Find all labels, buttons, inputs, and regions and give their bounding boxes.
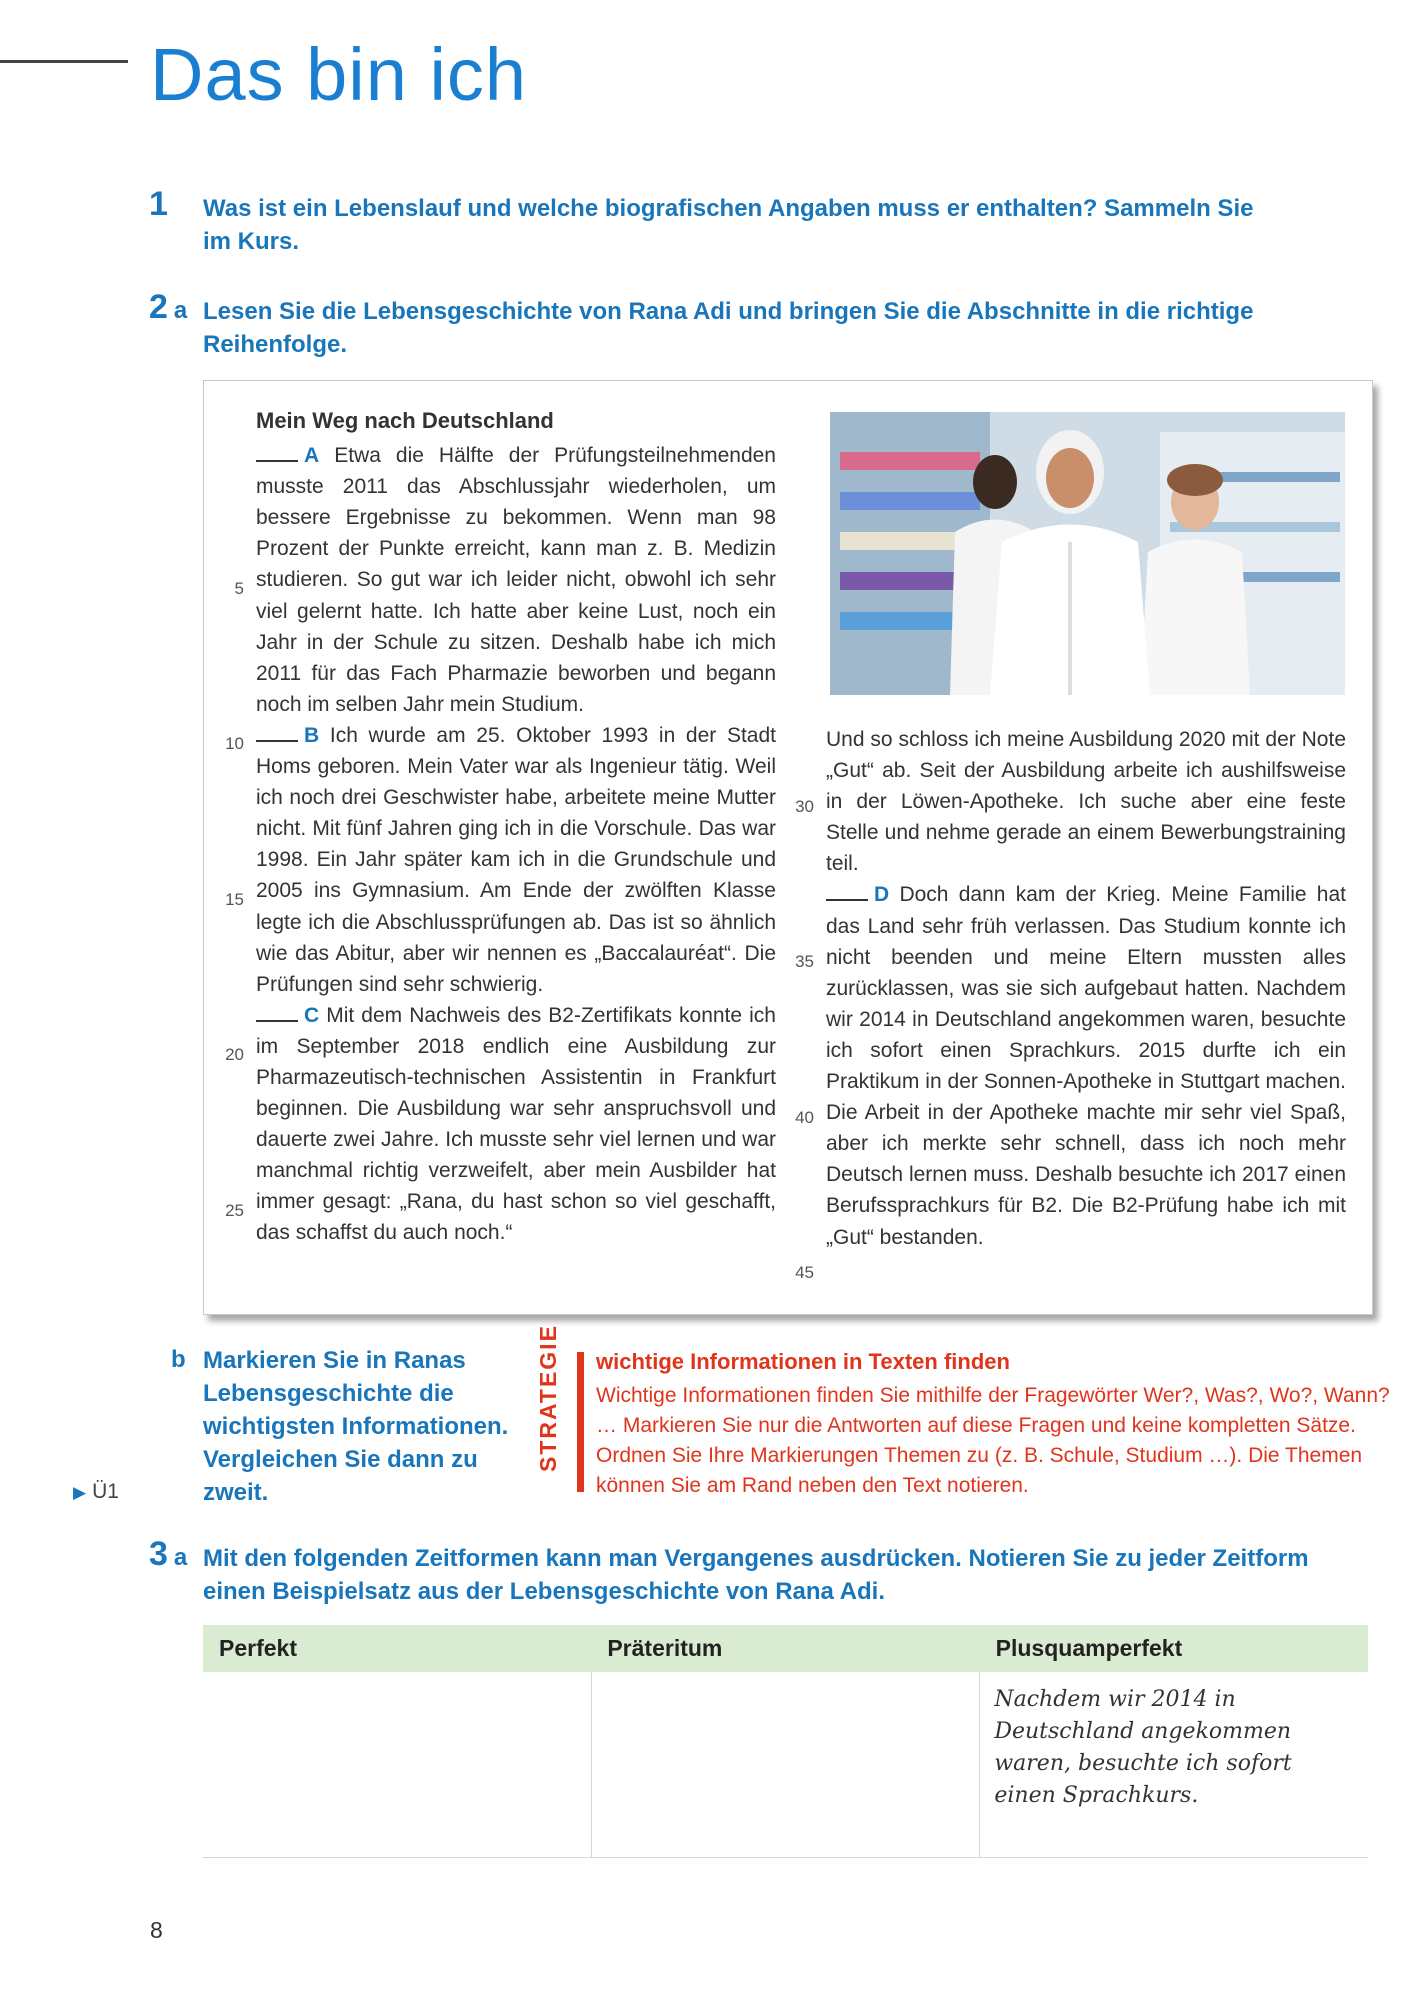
task-2b bbox=[203, 1344, 533, 1509]
story-section-continued: Und so schloss ich meine Ausbildung 2020 mit der Note „Gut“ ab. Seit der Ausbildung arbeite ich aushilfsweise in der Löwen-Apotheke. Ich suche aber eine feste Stelle und nehme gerade an einem Bewerbungstraining teil. bbox=[826, 728, 1346, 876]
table-header-plusquamperfekt: Plusquamperfekt bbox=[995, 1635, 1183, 1661]
line-number: 10 bbox=[225, 734, 244, 753]
top-rule bbox=[0, 60, 128, 63]
line-number: 40 bbox=[795, 1108, 814, 1127]
answer-blank[interactable] bbox=[826, 883, 868, 901]
line-number: 35 bbox=[795, 952, 814, 971]
table-header-perfekt: Perfekt bbox=[219, 1635, 297, 1661]
task-1-number: 1 bbox=[149, 185, 168, 223]
pharmacy-photo-illustration bbox=[830, 412, 1345, 695]
task-3a-text: Mit den folgenden Zeitformen kann man Vergangenes ausdrücken. Notieren Sie zu jeder Zeitform einen Beispielsatz aus der Lebensgeschichte von Rana Adi. bbox=[203, 1545, 1309, 1605]
tenses-table bbox=[203, 1625, 1368, 1858]
task-2a-text: Lesen Sie die Lebensgeschichte von Rana Adi und bringen Sie die Abschnitte in die richtige Reihenfolge. bbox=[203, 298, 1254, 358]
line-number: 5 bbox=[234, 579, 244, 598]
story-section-d: D Doch dann kam der Krieg. Meine Familie hat das Land sehr früh verlassen. Das Studium konnte ich nicht beenden und meine Eltern mussten alles zurücklassen, was sie sich aufgebaut hatten. Nachdem wir 2014 in Deutschland angekommen waren, besuchte ich sofort einen Sprachkurs. 2015 durfte ich ein Praktikum in der Sonnen-Apotheke in Stuttgart machen. Die Arbeit in der Apotheke machte mir sehr viel Spaß, aber ich merkte sehr schnell, dass ich noch mehr Deutsch lernen muss. Deshalb besuchte ich 2017 einen Berufssprachkurs für B2. Die B2-Prüfung habe ich mit „Gut“ bestanden. bbox=[826, 883, 1347, 1249]
task-3a-number: 3 a bbox=[149, 1535, 188, 1573]
task-2a-number: 2 a bbox=[149, 288, 188, 326]
task-2b-letter: b bbox=[171, 1346, 186, 1373]
play-triangle-icon: ▶ bbox=[73, 1483, 87, 1502]
answer-cell-praeteritum[interactable] bbox=[592, 1672, 981, 1857]
strategy-heading: wichtige Informationen in Texten finden bbox=[596, 1349, 1010, 1374]
line-number: 15 bbox=[225, 890, 244, 909]
story-heading: Mein Weg nach Deutschland bbox=[256, 408, 554, 433]
line-number: 45 bbox=[795, 1263, 814, 1282]
task-2a bbox=[149, 288, 1283, 361]
strategy-bar bbox=[577, 1352, 584, 1492]
table-answer-row bbox=[203, 1672, 1368, 1858]
story-column-left bbox=[256, 405, 776, 1249]
strategy-body: Wichtige Informationen finden Sie mithilfe der Fragewörter Wer?, Was?, Wo?, Wann? … Markieren Sie nur die Antworten auf diese Fragen und keine kompletten Sätze. Ordnen Sie Ihre Markierungen Themen zu (z. B. Schule, Studium …). Die Themen können Sie am Rand neben den Text notieren. bbox=[596, 1384, 1390, 1497]
exercise-reference[interactable]: ▶ Ü1 bbox=[73, 1480, 119, 1503]
line-number: 30 bbox=[795, 797, 814, 816]
page-title: Das bin ich bbox=[150, 33, 528, 116]
task-1 bbox=[149, 185, 1283, 258]
story-section-a: A Etwa die Hälfte der Prüfungsteilnehmenden musste 2011 das Abschlussjahr wiederholen, um bessere Ergebnisse zu bekommen. Wenn man 98 Prozent der Punkte erreicht, kann man z. B. Medizin studieren. So gut war ich leider nicht, obwohl ich sehr viel gelernt hatte. Ich hatte aber keine Lust, noch ein Jahr in der Schule zu sitzen. Deshalb habe ich mich 2011 für das Fach Pharmazie beworben und begann noch im selben Jahr mein Studium. bbox=[256, 444, 776, 716]
answer-blank[interactable] bbox=[256, 444, 298, 462]
story-section-c: C Mit dem Nachweis des B2-Zertifikats konnte ich im September 2018 endlich eine Ausbildung zur Pharmazeutisch-technischen Assistentin in Frankfurt beginnen. Die Ausbildung war sehr anspruchsvoll und dauerte zwei Jahre. Ich musste sehr viel lernen und war manchmal richtig verzweifelt, aber mein Ausbilder hat immer gesagt: „Rana, du hast schon so viel geschafft, das schaffst du auch noch.“ bbox=[256, 1003, 776, 1245]
pharmacy-photo bbox=[830, 412, 1345, 695]
task-3a bbox=[149, 1535, 1363, 1608]
story-column-right bbox=[826, 724, 1346, 1253]
page-number: 8 bbox=[150, 1917, 163, 1943]
table-header-row bbox=[203, 1625, 1368, 1672]
line-number: 25 bbox=[225, 1201, 244, 1220]
line-number: 20 bbox=[225, 1045, 244, 1064]
task-1-text: Was ist ein Lebenslauf und welche biografischen Angaben muss er enthalten? Sammeln Sie im Kurs. bbox=[203, 195, 1254, 255]
strategy-label: STRATEGIE bbox=[535, 1324, 561, 1472]
story-section-b: B Ich wurde am 25. Oktober 1993 in der Stadt Homs geboren. Mein Vater war als Ingenieur tätig. Weil ich noch drei Geschwister habe, arbeitete meine Mutter nicht. Mit fünf Jahren ging ich in die Vorschule. Das war 1998. Ein Jahr später kam ich in die Grundschule und 2005 ins Gymnasium. Am Ende der zwölften Klasse legte ich die Abschlussprüfungen ab. Das ist so ähnlich wie das Abitur, aber wir nennen es „Baccalauréat“. Die Prüfungen sind sehr schwierig. bbox=[256, 723, 776, 996]
answer-blank[interactable] bbox=[256, 724, 298, 742]
answer-cell-plusquamperfekt[interactable]: Nachdem wir 2014 in Deutschland angekommen waren, besuchte ich sofort einen Sprachkurs. bbox=[994, 1687, 1292, 1808]
answer-cell-perfekt[interactable] bbox=[203, 1672, 592, 1857]
task-2b-text: Markieren Sie in Ranas Lebensgeschichte die wichtigsten Informationen. Vergleichen Sie dann zu zweit. bbox=[203, 1347, 509, 1506]
table-header-praeteritum: Präteritum bbox=[607, 1635, 723, 1661]
answer-blank[interactable] bbox=[256, 1004, 298, 1022]
